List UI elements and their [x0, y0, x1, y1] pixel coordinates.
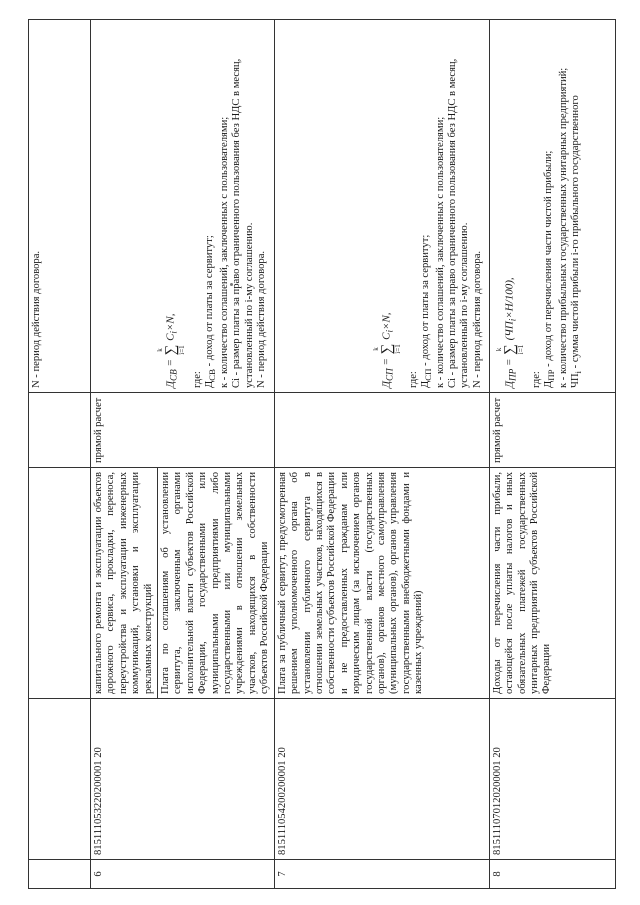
- row-formula: [29, 20, 91, 393]
- row-name: Доходы от перечисления части прибыли, остающейся после уплаты налогов и иных обязательных платежей государственных унитарных предприятий субъектов Российской Федерации: [489, 468, 615, 699]
- name-continuation: капитального ремонта и эксплуатации объектов дорожного сервиса, прокладки, переноса, переустройства и эксплуатации инженерных коммуникаций, установки и эксплуатации рекламных конструкций: [93, 472, 154, 694]
- row-code: 815111070120200001 20: [489, 699, 615, 860]
- row-formula: [91, 20, 275, 393]
- rotated-page: [28, 19, 603, 889]
- name-text: Плата по соглашениям об установлении сервитута, заключенным органами исполнительной власти субъектов Российской Федерации, государственными или муниципальными предприятиями либо государственными или муниципальными учреждениями в отношении земельных участков, находящихся в собственности субъектов Российской Федерации: [157, 468, 272, 698]
- row-method: [29, 393, 91, 468]
- formula-line: где:: [192, 371, 203, 388]
- row-code: 815111054200200001 20: [274, 699, 489, 860]
- formula-line: $ЧП_i$ - сумма чистой прибыли i-го прибыльного государственного: [570, 95, 584, 388]
- row-name: Плата за публичный сервитут, предусмотренная решением уполномоченного органа об установлении публичного сервитута в отношении земельных участков, находящихся в собственности субъектов Российской Федерации и не предоставленных гражданам или юридическим лицам (за исключением органов государственной власти (государственных органов), органов местного самоуправления (муниципальных органов), органов управления государственными внебюджетными фондами и казенных учреждений): [274, 468, 489, 699]
- row-code: 815111053220200001 20: [91, 699, 275, 860]
- table-row: [29, 20, 91, 889]
- sum-symbol: k ∑ i=1: [156, 344, 186, 356]
- row-number: [29, 860, 91, 889]
- formula-line: $Д_{ПР}$ - доход от перечисления части чистой прибыли;: [543, 150, 557, 388]
- formula-line: к - количество соглашений, заключенных с пользователями;: [434, 116, 446, 388]
- formula-line: N - период действия договора.: [471, 250, 483, 388]
- table-row: [274, 20, 489, 889]
- formula-line: Ci - размер платы за право ограниченного пользования без НДС в месяц, установленный по i-му соглашению.: [447, 58, 471, 388]
- formula-line: N - период действия договора.: [31, 250, 42, 388]
- sum-symbol: k ∑ i=1: [371, 343, 402, 355]
- row-formula: [274, 20, 489, 393]
- formula-line: $Д_{СВ}$ - доход от платы за сервитут;: [204, 235, 218, 388]
- row-name: [29, 468, 91, 699]
- formula-line: $Д_{СП}$ - доход от платы за сервитут;: [420, 234, 434, 388]
- formula-expression: $Д_{СВ}$ = k ∑ i=1 $C_i\times N$,: [156, 313, 186, 388]
- formula-expression: $Д_{ПР}$ = k ∑ i=1 $(ЧП_i\times Н/100)$,: [494, 277, 525, 388]
- row-formula: [489, 20, 615, 393]
- formula-line: Ci - размер платы за право ограниченного пользования без НДС в месяц, установленный по i-му соглашению.: [231, 58, 255, 388]
- formula-line: к - количество прибыльных государственных унитарных предприятий;: [557, 67, 569, 388]
- sum-symbol: k ∑ i=1: [494, 344, 525, 355]
- revenue-table: [28, 19, 616, 889]
- row-name: [91, 468, 275, 699]
- formula-expression: $Д_{СП}$ = k ∑ i=1 $C_i\times N$,: [371, 312, 402, 388]
- row-method: [274, 393, 489, 468]
- formula-line: где:: [407, 371, 419, 388]
- table-row: [489, 20, 615, 889]
- formula-line: к - количество соглашений, заключенных с пользователями;: [218, 116, 230, 388]
- table-row: [91, 20, 275, 889]
- row-method: прямой расчет: [91, 393, 275, 468]
- row-number: 6: [91, 860, 275, 889]
- row-method: прямой расчет: [489, 393, 615, 468]
- formula-line: где:: [530, 371, 542, 388]
- formula-line: N - период действия договора.: [256, 250, 268, 388]
- row-code: [29, 699, 91, 860]
- row-number: 8: [489, 860, 615, 889]
- row-number: 7: [274, 860, 489, 889]
